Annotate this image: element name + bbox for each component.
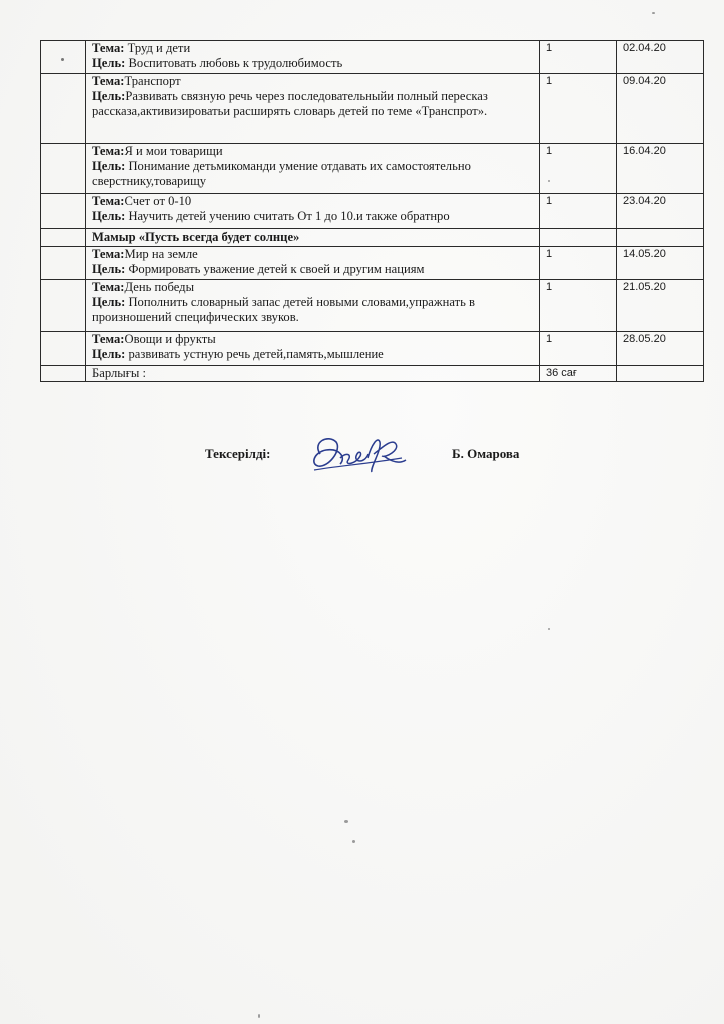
row-number-cell [41, 74, 86, 144]
date-cell: 02.04.20 [617, 41, 704, 74]
checked-by-label: Тексерілді: [205, 446, 271, 461]
topic-label: Тема: [92, 194, 125, 208]
goal-text: развивать устную речь детей,память,мышление [125, 347, 384, 361]
row-number-cell [41, 229, 86, 247]
paper-speck [344, 820, 348, 823]
topic-text: Труд и дети [124, 41, 191, 55]
hours-cell: 1 [540, 41, 617, 74]
date-cell [617, 366, 704, 382]
date-cell: 23.04.20 [617, 194, 704, 229]
goal-label: Цель: [92, 56, 126, 70]
total-label: Барлығы : [86, 366, 540, 382]
row-number-cell [41, 194, 86, 229]
topic-label: Тема: [92, 332, 125, 346]
row-number-cell [41, 332, 86, 366]
row-number-cell [41, 280, 86, 332]
table-row [41, 41, 704, 74]
total-row [41, 366, 704, 382]
goal-label: Цель: [92, 89, 126, 103]
topic-text: Я и мои товарищи [124, 144, 223, 158]
signature-block [0, 428, 724, 478]
goal-text: Пополнить словарный запас детей новыми словами,упражнать в произношений специфических звуков. [92, 295, 475, 324]
topic-cell [86, 194, 540, 229]
paper-speck [652, 12, 655, 14]
topic-cell [86, 144, 540, 194]
month-header-row [41, 229, 704, 247]
row-number-cell [41, 41, 86, 74]
topic-cell [86, 247, 540, 280]
topic-label: Тема: [92, 280, 125, 294]
hours-cell: 1 [540, 247, 617, 280]
paper-speck [258, 1014, 260, 1018]
topic-cell [86, 74, 540, 144]
goal-label: Цель: [92, 159, 126, 173]
table-row [41, 74, 704, 144]
topic-text: Счет от 0-10 [124, 194, 192, 208]
paper-speck [352, 840, 355, 843]
goal-text: Воспитовать любовь к трудолюбимость [125, 56, 343, 70]
table-row [41, 332, 704, 366]
handwritten-signature [306, 428, 410, 478]
hours-cell: 1 [540, 74, 617, 144]
date-cell [617, 229, 704, 247]
date-cell: 14.05.20 [617, 247, 704, 280]
topic-label: Тема: [92, 247, 125, 261]
table-row [41, 280, 704, 332]
total-hours: 36 сағ [540, 366, 617, 382]
topic-text: Транспорт [124, 74, 181, 88]
topic-text: Мир на земле [124, 247, 198, 261]
topic-cell [86, 41, 540, 74]
date-cell: 09.04.20 [617, 74, 704, 144]
row-number-cell [41, 247, 86, 280]
hours-cell: 1 [540, 280, 617, 332]
goal-text: Формировать уважение детей к своей и другим нациям [125, 262, 425, 276]
topic-cell [86, 332, 540, 366]
row-number-cell [41, 144, 86, 194]
date-cell: 16.04.20 [617, 144, 704, 194]
lesson-plan-table [40, 40, 704, 382]
table-row [41, 247, 704, 280]
month-header: Мамыр «Пусть всегда будет солнце» [86, 229, 540, 247]
date-cell: 21.05.20 [617, 280, 704, 332]
goal-label: Цель: [92, 262, 126, 276]
goal-label: Цель: [92, 347, 126, 361]
goal-label: Цель: [92, 209, 126, 223]
topic-cell [86, 280, 540, 332]
topic-text: День победы [124, 280, 195, 294]
topic-label: Тема: [92, 41, 125, 55]
topic-text: Овощи и фрукты [124, 332, 216, 346]
hours-cell: 1 [540, 194, 617, 229]
goal-text: Понимание детьмикоманди умение отдавать их самостоятельно сверстнику,товарищу [92, 159, 471, 188]
paper-speck [548, 628, 550, 630]
goal-label: Цель: [92, 295, 126, 309]
topic-label: Тема: [92, 144, 125, 158]
paper-speck [548, 180, 550, 182]
table-row [41, 194, 704, 229]
row-number-cell [41, 366, 86, 382]
table-row [41, 144, 704, 194]
goal-text: Научить детей учению считать От 1 до 10.и также обратнро [125, 209, 450, 223]
hours-cell: 1 [540, 332, 617, 366]
topic-label: Тема: [92, 74, 125, 88]
goal-text: Развивать связную речь через последовательныйи полный пересказ рассказа,активизироватьи расширять словарь детей по теме «Транспрот». [92, 89, 488, 118]
signer-name: Б. Омарова [452, 446, 520, 461]
hours-cell: 1 [540, 144, 617, 194]
date-cell: 28.05.20 [617, 332, 704, 366]
hours-cell [540, 229, 617, 247]
